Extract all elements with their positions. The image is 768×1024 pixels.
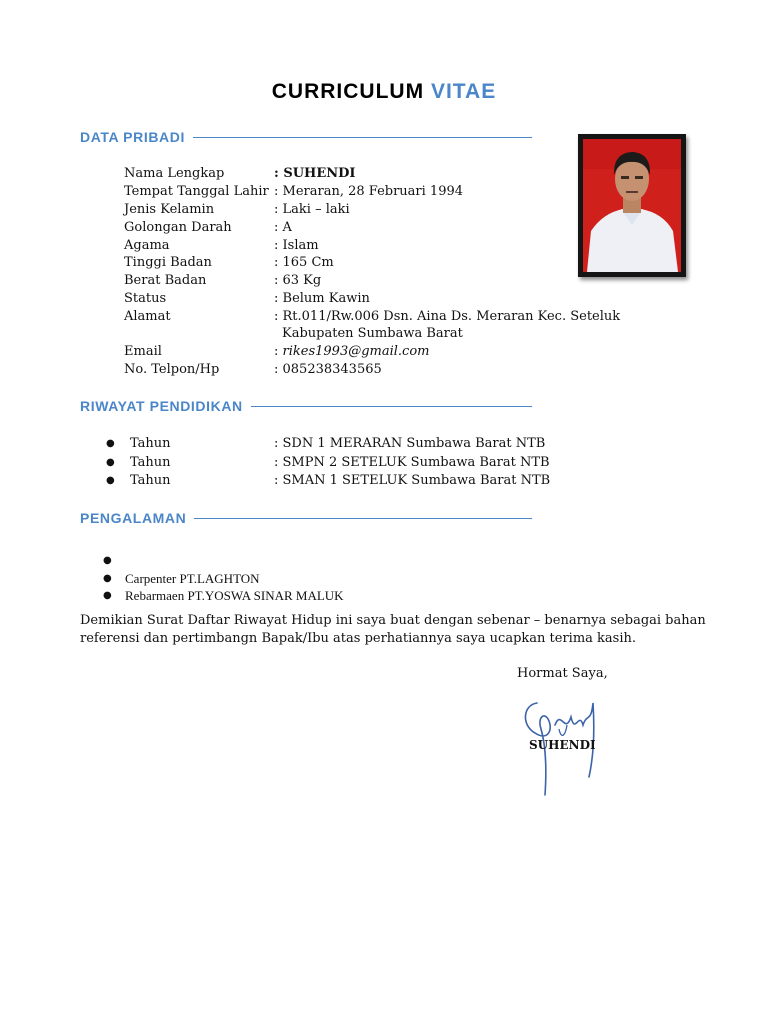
title-main: CURRICULUM <box>271 80 425 103</box>
section-label: PENGALAMAN <box>80 510 187 526</box>
section-riwayat-pendidikan <box>80 396 532 416</box>
personal-value: : A <box>274 220 292 235</box>
personal-label: Alamat <box>124 309 171 324</box>
closing-line-2: referensi dan pertimbangn Bapak/Ibu atas perhatiannya saya ucapkan terima kasih. <box>80 631 636 646</box>
personal-label: Tinggi Badan <box>124 255 212 270</box>
personal-value: : Islam <box>274 238 319 253</box>
personal-value: : Meraran, 28 Februari 1994 <box>274 184 464 199</box>
section-label: RIWAYAT PENDIDIKAN <box>80 398 243 414</box>
experience-item: Rebarmaen PT.YOSWA SINAR MALUK <box>125 588 344 603</box>
personal-label: Email <box>124 344 162 359</box>
personal-value: : Rt.011/Rw.006 Dsn. Aina Ds. Meraran Kec. Seteluk <box>274 309 621 324</box>
personal-label: Tempat Tanggal Lahir <box>124 184 269 199</box>
bullet-icon: ● <box>103 590 112 601</box>
education-value: : SDN 1 MERARAN Sumbawa Barat NTB <box>274 436 546 451</box>
section-divider <box>194 518 532 519</box>
closing-line-1: Demikian Surat Daftar Riwayat Hidup ini saya buat dengan sebenar – benarnya sebagai bahan <box>80 613 706 628</box>
profile-photo <box>578 134 686 277</box>
personal-value: : 165 Cm <box>274 255 334 270</box>
personal-value: : 085238343565 <box>274 362 382 377</box>
document-title <box>0 80 768 104</box>
personal-value: : 63 Kg <box>274 273 322 288</box>
personal-label: No. Telpon/Hp <box>124 362 220 377</box>
education-label: Tahun <box>130 473 171 488</box>
bullet-icon: ● <box>103 555 112 566</box>
personal-label: Agama <box>124 238 170 253</box>
email-row <box>274 343 430 360</box>
bullet-icon: ● <box>103 573 112 584</box>
education-label: Tahun <box>130 436 171 451</box>
section-divider <box>251 406 532 407</box>
experience-item: Carpenter PT.LAGHTON <box>125 571 260 586</box>
section-pengalaman <box>80 508 532 528</box>
bullet-icon: ● <box>106 457 115 468</box>
personal-value: : Belum Kawin <box>274 291 370 306</box>
portrait-image <box>583 139 681 272</box>
education-value: : SMPN 2 SETELUK Sumbawa Barat NTB <box>274 455 550 470</box>
section-divider <box>193 137 532 138</box>
personal-label: Jenis Kelamin <box>124 202 215 217</box>
personal-label: Nama Lengkap <box>124 166 225 181</box>
education-value: : SMAN 1 SETELUK Sumbawa Barat NTB <box>274 473 551 488</box>
personal-value: : SUHENDI <box>274 166 356 181</box>
title-accent: VITAE <box>430 80 497 103</box>
education-label: Tahun <box>130 455 171 470</box>
personal-label: Golongan Darah <box>124 220 232 235</box>
email-link[interactable]: rikes1993@gmail.com <box>282 344 430 359</box>
signature-name: SUHENDI <box>529 738 596 752</box>
section-label: DATA PRIBADI <box>80 129 185 145</box>
bullet-icon: ● <box>106 438 115 449</box>
bullet-icon: ● <box>106 475 115 486</box>
signature-greeting: Hormat Saya, <box>517 666 608 681</box>
personal-label: Status <box>124 291 167 306</box>
personal-label: Berat Badan <box>124 273 207 288</box>
section-data-pribadi <box>80 127 532 147</box>
personal-value: : <box>274 344 283 359</box>
personal-value-continued: Kabupaten Sumbawa Barat <box>282 326 463 341</box>
personal-value: : Laki – laki <box>274 202 350 217</box>
